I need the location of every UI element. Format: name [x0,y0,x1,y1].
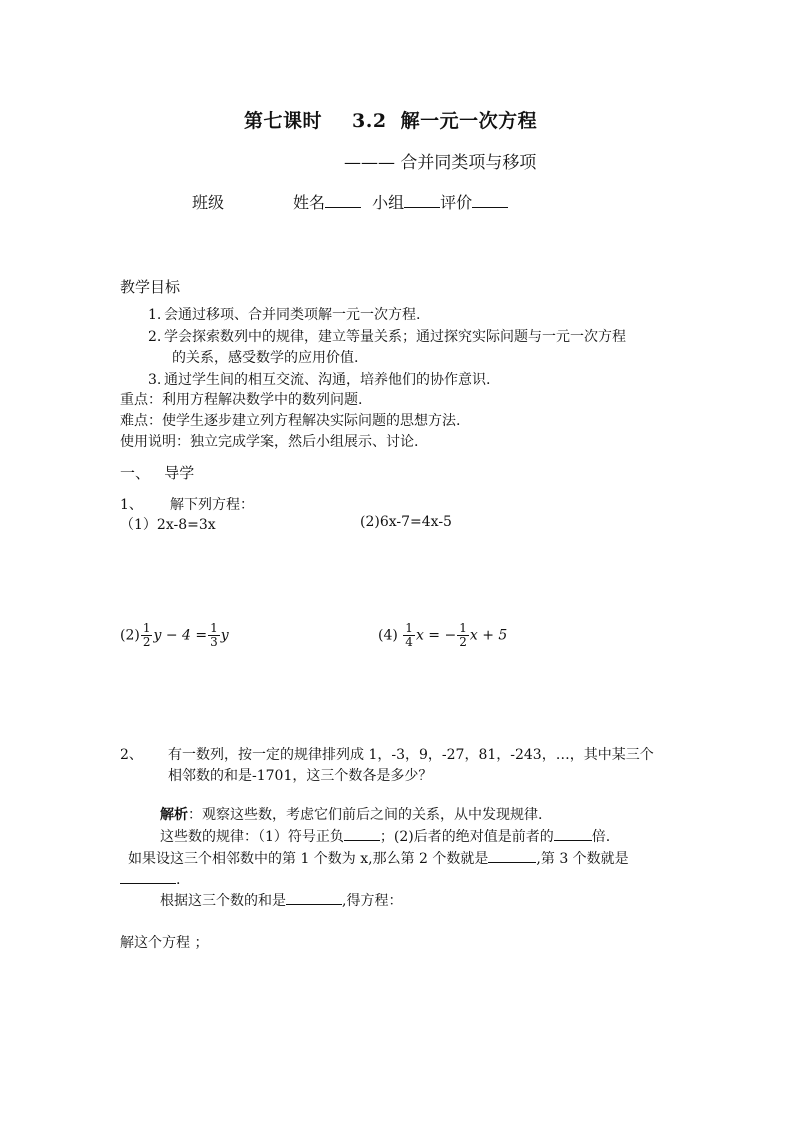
usage-note: 使用说明：独立完成学案，然后小组展示、讨论. [120,434,419,450]
sum-text: ,得方程： [342,893,403,909]
equation-3 [120,622,229,649]
class-label: 班级 [192,193,225,212]
objective-text: 通过学生间的相互交流、沟通，培养他们的协作意识. [164,372,491,388]
title-number: 3.2 [352,110,387,132]
title-lesson: 第七课时 [244,110,323,132]
name-blank[interactable] [325,193,361,208]
assume-text: ,第 3 个数就是 [536,851,629,867]
third-number-blank[interactable] [120,869,176,884]
question-2-line1: 有一数列，按一定的规律排列成 1，-3，9，-27，81，-243，…，其中某三个 [168,747,654,763]
objective-text: 学会探索数列中的规律，建立等量关系；通过探究实际问题与一元一次方程 [164,329,626,345]
analysis-text: ：观察这些数，考虑它们前后之间的关系，从中发现规律. [188,807,543,823]
equation-4 [378,622,507,649]
objective-num: 2. [148,329,162,345]
rule-line [160,826,610,846]
title-topic: 解一元一次方程 [400,110,538,132]
group-blank[interactable] [404,193,440,208]
objective-text: 会通过移项、合并同类项解一元一次方程. [164,307,421,323]
eq-label: (2) [120,627,140,644]
assume-line-cont [120,869,180,888]
question-2-line2: 相邻数的和是-1701，这三个数各是多少？ [168,768,433,784]
eq-mid: x = − [415,627,457,644]
sum-blank[interactable] [286,890,342,905]
assume-line [128,848,629,868]
objective-num: 3. [148,372,162,388]
objectives-heading: 教学目标 [120,278,181,296]
section-heading: 一、 导学 [120,464,195,482]
difficulty: 难点：使学生逐步建立列方程解决实际问题的思想方法. [120,413,461,429]
sum-text: 根据这三个数的和是 [160,893,286,909]
rule-text: 倍. [591,829,611,845]
eq-mid: y − 4 = [153,627,208,644]
fraction: $\frac{1}{2}$ [459,621,467,649]
eq-end: x + 5 [469,627,508,644]
objective-item-3 [148,369,490,389]
rule-text: 这些数的规律：（1）符号正负 [160,829,344,845]
eval-label: 评价 [440,193,473,212]
question-1-num: 1、 [120,497,143,513]
ratio-blank[interactable] [554,826,592,841]
analysis-line [160,804,542,824]
objective-item-2 [148,326,626,346]
key-point: 重点：利用方程解决数学中的数列问题. [120,392,363,408]
objective-item-2-cont: 的关系，感受数学的应用价值. [172,350,359,366]
eval-blank[interactable] [472,193,508,208]
objective-num: 1. [148,307,162,323]
equation-1: （1）2x-8=3x [120,517,216,533]
eq-end: y [220,627,229,644]
fraction: $\frac{1}{2}$ [142,621,151,649]
assume-text: 如果设这三个相邻数中的第 1 个数为 x,那么第 2 个数就是 [128,851,489,867]
group-label: 小组 [372,193,405,212]
fraction: $\frac{1}{3}$ [210,621,218,649]
student-info-row [293,190,508,213]
page-subtitle: ——— 合并同类项与移项 [344,153,537,173]
sign-blank[interactable] [344,826,380,841]
eq-label: (4) [378,627,398,644]
rule-text: ；(2)后者的绝对值是前者的 [379,829,554,845]
name-label: 姓名 [293,193,326,212]
page-title [244,106,537,133]
objective-item-1 [148,304,420,324]
fraction: $\frac{1}{4}$ [405,621,413,649]
solve-line: 解这个方程 ； [120,935,209,951]
assume-end: . [176,872,181,888]
equation-2: (2)6x-7=4x-5 [360,514,452,530]
question-2-num: 2、 [120,747,143,763]
question-1-text: 解下列方程： [170,497,254,513]
second-number-blank[interactable] [488,848,536,863]
sum-line [160,890,402,910]
analysis-label: 解析 [160,807,188,823]
